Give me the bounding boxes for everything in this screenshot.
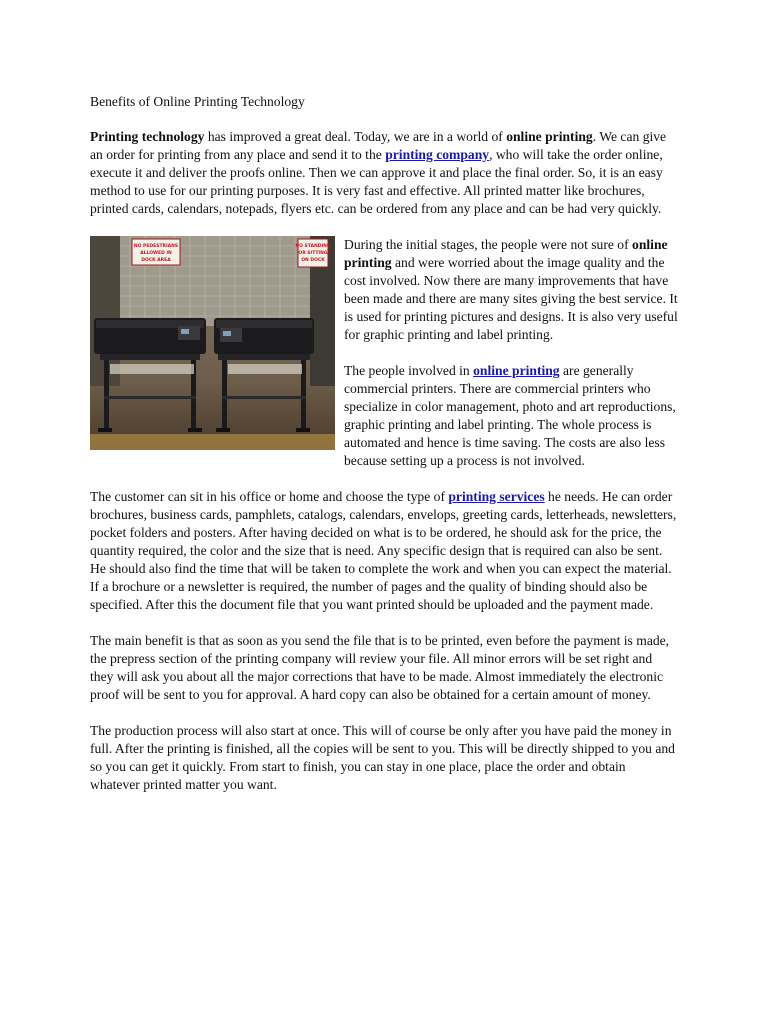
document-body <box>90 93 678 812</box>
link-printing-company[interactable]: printing company <box>385 147 490 162</box>
sign-left-line1: NO PEDESTRIANS <box>133 244 179 249</box>
sign-right-line3: ON DOCK <box>301 258 325 263</box>
document-title: Benefits of Online Printing Technology <box>90 94 305 109</box>
sign-left-line3: DOCK AREA <box>141 258 171 263</box>
link-printing-services[interactable]: printing services <box>448 489 545 504</box>
bold-term: online printing <box>506 129 593 144</box>
paragraph-text: he needs. He can order brochures, business cards, pamphlets, catalogs, calendars, envelops, greeting cards, letterheads, newsletters, pocket folders and posters. After having decided on what is to be ordered, he should ask for the price, the quantity required, the color and the size that is need. Any specific design that is required can also be sent. He should also find the time that will be taken to complete the work and when you can expect the material. If a brochure or a newsletter is required, the number of pages and the quality of binding should also be specified. After this the document file that you want printed should be uploaded and the payment made. <box>90 489 677 612</box>
paragraph-text: During the initial stages, the people were not sure of <box>344 237 633 252</box>
sign-right-line1: NO STANDING <box>295 244 331 249</box>
paragraph-text: and were worried about the image quality and the cost involved. Now there are many improvements that have been made and there are many sites giving the best service. It is used for printing pictures and designs. It is also very useful for graphic printing and label printing. <box>344 255 678 342</box>
paragraph-text: The customer can sit in his office or home and choose the type of <box>90 489 449 504</box>
sign-left-line2: ALLOWED IN <box>140 251 172 256</box>
paragraph-text: , who will take the order online, execute it and deliver the proofs online. Then we can approve it and place the final order. So, it is an easy method to use for our printing purposes. It is very fast and effective. All printed matter like brochures, printed cards, calendars, notepads, flyers etc. can be ordered from any place and can be had very quickly. <box>90 147 663 216</box>
printers-photo <box>90 236 335 450</box>
paragraph-text: are generally commercial printers. There are commercial printers who specialize in color management, photo and art reproductions, graphic printing and label printing. The whole process is automated and hence is time saving. The costs are also less because setting up a process is not involved. <box>344 363 676 468</box>
paragraph-intro <box>90 128 678 218</box>
printers-photo-image <box>90 236 335 450</box>
paragraph-customer <box>90 488 678 614</box>
bold-term: Printing technology <box>90 129 205 144</box>
paragraph-text: . We can give an order for printing from any place and send it to the <box>90 129 667 162</box>
paragraph-text: has improved a great deal. Today, we are in a world of <box>204 129 507 144</box>
link-online-printing[interactable]: online printing <box>473 363 560 378</box>
paragraph-main-benefit: The main benefit is that as soon as you send the file that is to be printed, even before the payment is made, the prepress section of the printing company will review your file. All minor errors will be set right and they will ask you about all the major corrections that have to be made. Almost immediately the electronic proof will be sent to you for approval. A hard copy can also be obtained for a certain amount of money. <box>90 633 670 702</box>
paragraph-production-process: The production process will also start at once. This will of course be only after you have paid the money in full. After the printing is finished, all the copies will be sent to you. This will be directly shipped to you and so you can get it quickly. From start to finish, you can stay in one place, place the order and obtain whatever printed matter you want. <box>90 723 675 792</box>
sign-right-line2: OR SITTING <box>298 251 328 256</box>
paragraph-text: The people involved in <box>344 363 474 378</box>
bold-term: online printing <box>344 237 668 270</box>
